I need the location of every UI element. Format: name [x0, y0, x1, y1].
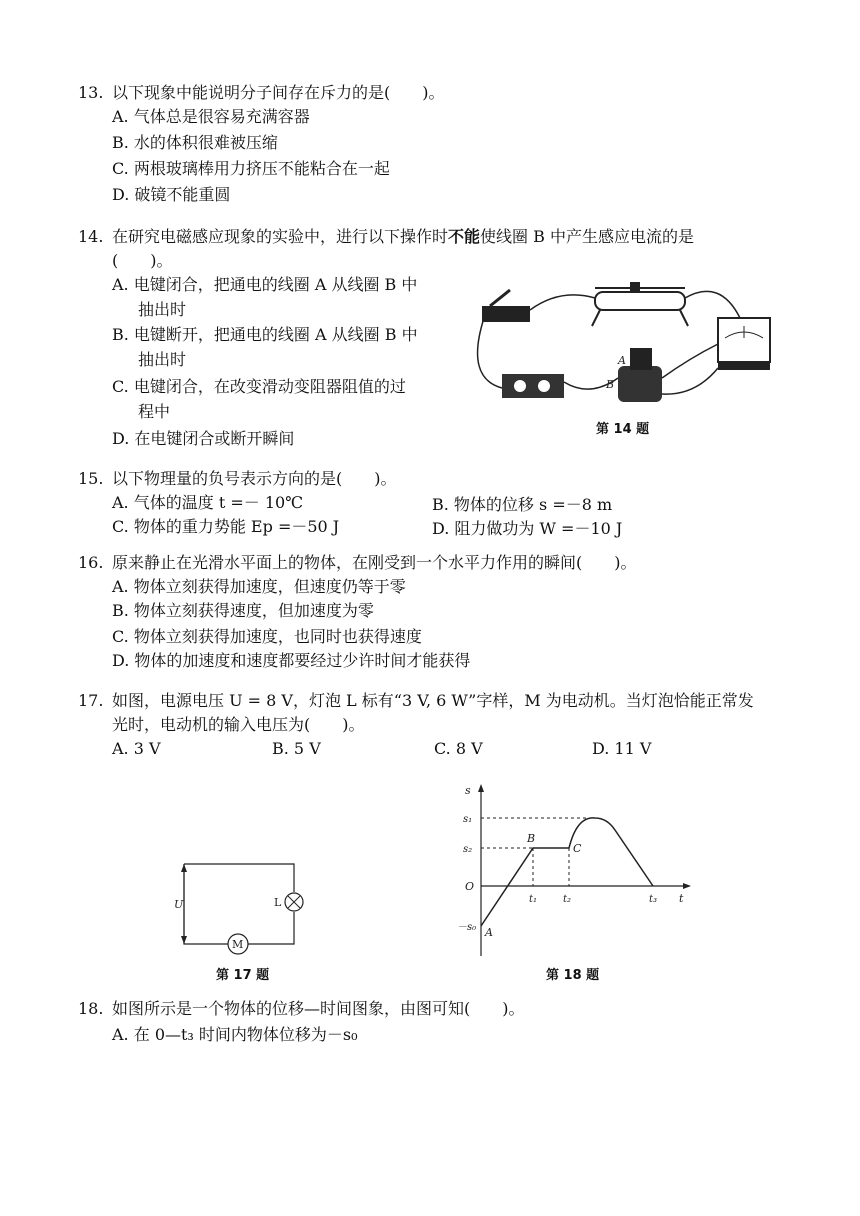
svg-text:－s₀: －s₀	[457, 922, 477, 933]
electromagnetic-induction-apparatus	[470, 278, 790, 413]
switch-base	[482, 306, 530, 322]
svg-text:s₁: s₁	[463, 814, 473, 825]
rheostat-coil	[595, 292, 685, 310]
option: B. 物体立刻获得速度，但加速度为零	[112, 601, 374, 620]
svg-text:A: A	[485, 926, 493, 939]
option: B. 5 V	[272, 739, 321, 758]
question-14-stem-line2: ( )。	[112, 251, 173, 270]
lamp-label: L	[274, 896, 282, 909]
option: A. 3 V	[112, 739, 161, 758]
question-number: 17.	[78, 691, 104, 710]
question-number: 13.	[78, 83, 104, 102]
option-continuation: 程中	[138, 402, 171, 421]
svg-text:s: s	[465, 784, 471, 797]
question-number: 15.	[78, 469, 104, 488]
option: A. 气体总是很容易充满容器	[112, 107, 310, 126]
question-number: 14.	[78, 227, 104, 246]
svg-text:O: O	[465, 880, 475, 893]
option: D. 物体的加速度和速度都要经过少许时间才能获得	[112, 651, 471, 670]
svg-text:t₃: t₃	[649, 894, 658, 905]
galvanometer	[718, 318, 770, 362]
option: B. 水的体积很难被压缩	[112, 133, 278, 152]
option: C. 两根玻璃棒用力挤压不能粘合在一起	[112, 159, 390, 178]
circuit-diagram	[170, 856, 310, 960]
question-18-stem: 18. 如图所示是一个物体的位移—时间图象，由图可知( )。	[78, 996, 525, 1022]
option-continuation: 抽出时	[138, 350, 187, 369]
option: A. 电键闭合，把通电的线圈 A 从线圈 B 中	[112, 275, 418, 294]
question-17-stem: 17. 如图，电源电压 U = 8 V，灯泡 L 标有“3 V, 6 W”字样，M 为电动机。当灯泡恰能正常发	[78, 688, 788, 714]
option: C. 物体的重力势能 Ep =－50 J	[112, 517, 340, 536]
svg-text:s₂: s₂	[463, 844, 473, 855]
option: D. 阻力做功为 W =－10 J	[432, 519, 623, 538]
option: D. 在电键闭合或断开瞬间	[112, 429, 295, 448]
option: D. 破镜不能重圆	[112, 185, 231, 204]
option: A. 气体的温度 t =－ 10℃	[112, 493, 304, 512]
coil-b	[618, 366, 662, 402]
option: A. 物体立刻获得加速度，但速度仍等于零	[112, 577, 406, 596]
svg-text:t₂: t₂	[563, 894, 572, 905]
coil-a	[630, 348, 652, 370]
option: A. 在 0—t₃ 时间内物体位移为－s₀	[112, 1025, 358, 1044]
option: C. 物体立刻获得加速度，也同时也获得速度	[112, 627, 422, 646]
figure-14-caption: 第 14 题	[596, 422, 650, 437]
motor-label: M	[232, 938, 244, 951]
svg-text:C: C	[573, 842, 582, 855]
option: B. 电键断开，把通电的线圈 A 从线圈 B 中	[112, 325, 418, 344]
figure-18-caption: 第 18 题	[546, 968, 600, 983]
question-14-stem: 14. 在研究电磁感应现象的实验中，进行以下操作时不能使线圈 B 中产生感应电流的是	[78, 224, 788, 250]
figure-17-caption: 第 17 题	[216, 968, 270, 983]
coil-b-label: B	[606, 378, 615, 391]
option: C. 8 V	[434, 739, 483, 758]
question-13-stem: 13. 以下现象中能说明分子间存在斥力的是( )。	[78, 80, 445, 106]
svg-text:B: B	[527, 832, 536, 845]
svg-text:t₁: t₁	[529, 894, 538, 905]
s-t-curve	[481, 818, 653, 926]
displacement-time-graph	[455, 780, 695, 960]
question-number: 16.	[78, 553, 104, 572]
question-number: 18.	[78, 999, 104, 1018]
question-17-stem-line2: 光时，电动机的输入电压为( )。	[112, 715, 365, 734]
battery	[502, 374, 564, 398]
switch-lever	[490, 290, 510, 306]
voltage-label: U	[174, 898, 184, 911]
option-continuation: 抽出时	[138, 300, 187, 319]
option: C. 电键闭合，在改变滑动变阻器阻值的过	[112, 377, 406, 396]
question-16-stem: 16. 原来静止在光滑水平面上的物体，在刚受到一个水平力作用的瞬间( )。	[78, 550, 637, 576]
coil-a-label: A	[618, 354, 626, 367]
svg-text:t: t	[679, 892, 684, 905]
question-15-stem: 15. 以下物理量的负号表示方向的是( )。	[78, 466, 397, 492]
option: D. 11 V	[592, 739, 652, 758]
option: B. 物体的位移 s =－8 m	[432, 495, 613, 514]
